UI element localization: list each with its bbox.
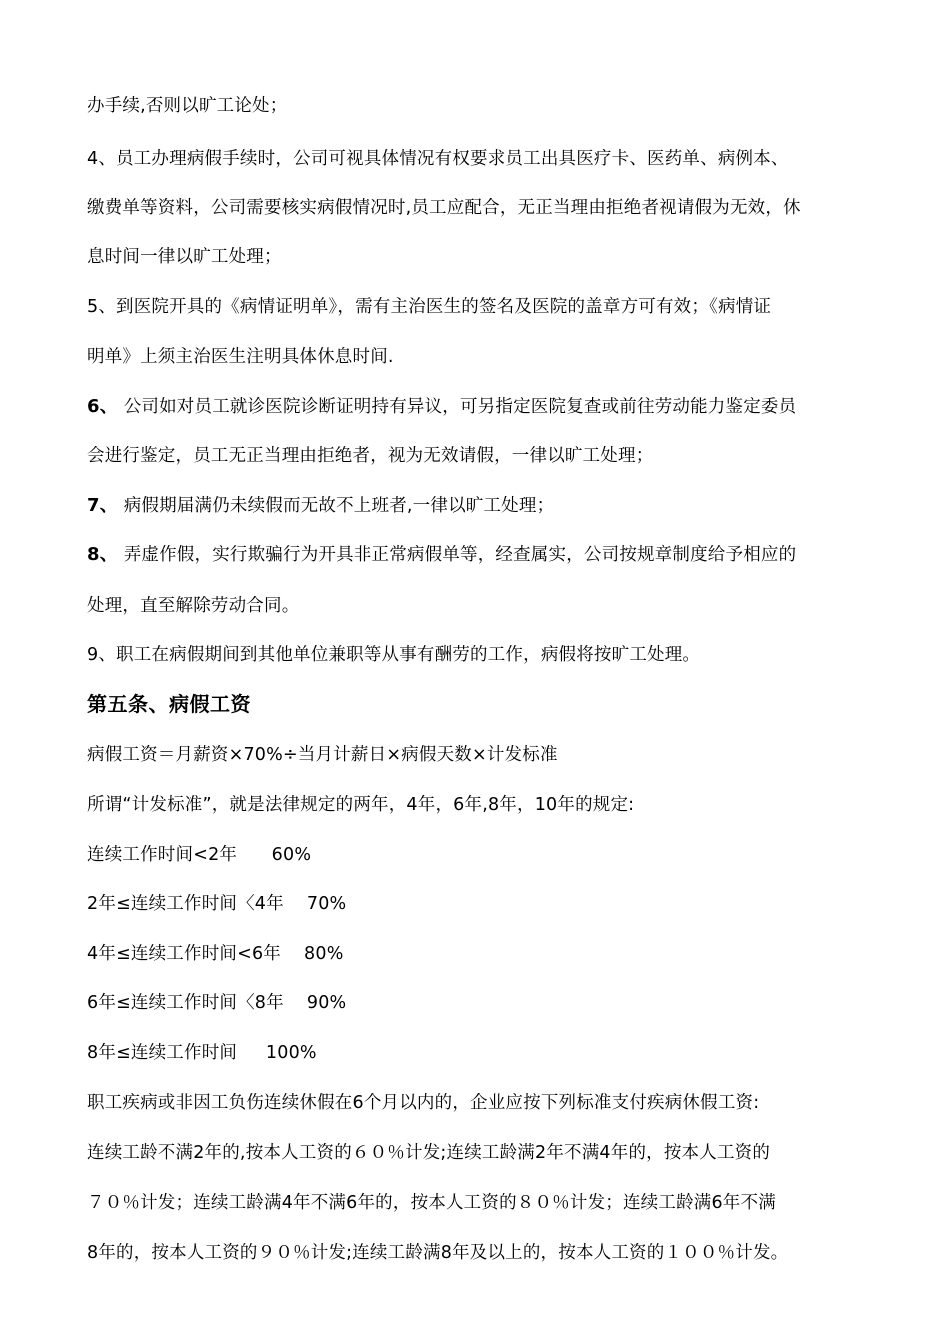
paragraph-line: 5、到医院开具的《病情证明单》，需有主治医生的签名及医院的盖章方可有效；《病情证 <box>87 297 772 317</box>
standard-row: 8年≤连续工作时间 100% <box>87 1043 317 1063</box>
standard-row: 6年≤连续工作时间〈8年 90% <box>87 993 347 1013</box>
paragraph-line: 所谓“计发标准”，就是法律规定的两年，4年，6年,8年，10年的规定: <box>87 795 635 815</box>
item-number: 8、 <box>87 544 118 565</box>
section-heading: 第五条、病假工资 <box>87 692 251 716</box>
paragraph-line: 息时间一律以旷工处理； <box>87 247 282 267</box>
item-number: 6、 <box>87 396 118 417</box>
paragraph-line: 缴费单等资料，公司需要核实病假情况时,员工应配合，无正当理由拒绝者视请假为无效，休 <box>87 198 801 218</box>
paragraph-line: 4、员工办理病假手续时，公司可视具体情况有权要求员工出具医疗卡、医药单、病例本、 <box>87 149 789 169</box>
paragraph-line-item-6 <box>87 395 796 419</box>
paragraph-line: ７０％计发；连续工龄满4年不满6年的，按本人工资的８０％计发；连续工龄满6年不满 <box>87 1193 776 1213</box>
paragraph-line: 处理，直至解除劳动合同。 <box>87 596 300 616</box>
paragraph-line: 会进行鉴定，员工无正当理由拒绝者，视为无效请假，一律以旷工处理； <box>87 446 654 466</box>
paragraph-line: 办手续,否则以旷工论处； <box>87 96 288 116</box>
standard-row: 连续工作时间<2年 60% <box>87 845 312 865</box>
item-text: 病假期届满仍未续假而无故不上班者,一律以旷工处理； <box>123 496 555 516</box>
paragraph-line: 明单》上须主治医生注明具体休息时间. <box>87 347 394 367</box>
paragraph-line: 8年的，按本人工资的９０％计发;连续工龄满8年及以上的，按本人工资的１００％计发。 <box>87 1243 789 1263</box>
item-text: 弄虚作假，实行欺骗行为开具非正常病假单等，经查属实，公司按规章制度给予相应的 <box>123 545 797 565</box>
formula-line: 病假工资＝月薪资×70%÷当月计薪日×病假天数×计发标准 <box>87 745 558 765</box>
item-text: 公司如对员工就诊医院诊断证明持有异议，可另指定医院复查或前往劳动能力鉴定委员 <box>123 397 797 417</box>
paragraph-line: 9、职工在病假期间到其他单位兼职等从事有酬劳的工作，病假将按旷工处理。 <box>87 645 701 665</box>
standard-row: 4年≤连续工作时间<6年 80% <box>87 944 344 964</box>
standard-row: 2年≤连续工作时间〈4年 70% <box>87 894 347 914</box>
paragraph-line-item-7 <box>87 494 554 518</box>
paragraph-line: 连续工龄不满2年的,按本人工资的６０％计发;连续工龄满2年不满4年的，按本人工资的 <box>87 1143 771 1163</box>
paragraph-line: 职工疾病或非因工负伤连续休假在6个月以内的，企业应按下列标准支付疾病休假工资: <box>87 1093 760 1113</box>
item-number: 7、 <box>87 495 118 516</box>
paragraph-line-item-8 <box>87 543 796 567</box>
